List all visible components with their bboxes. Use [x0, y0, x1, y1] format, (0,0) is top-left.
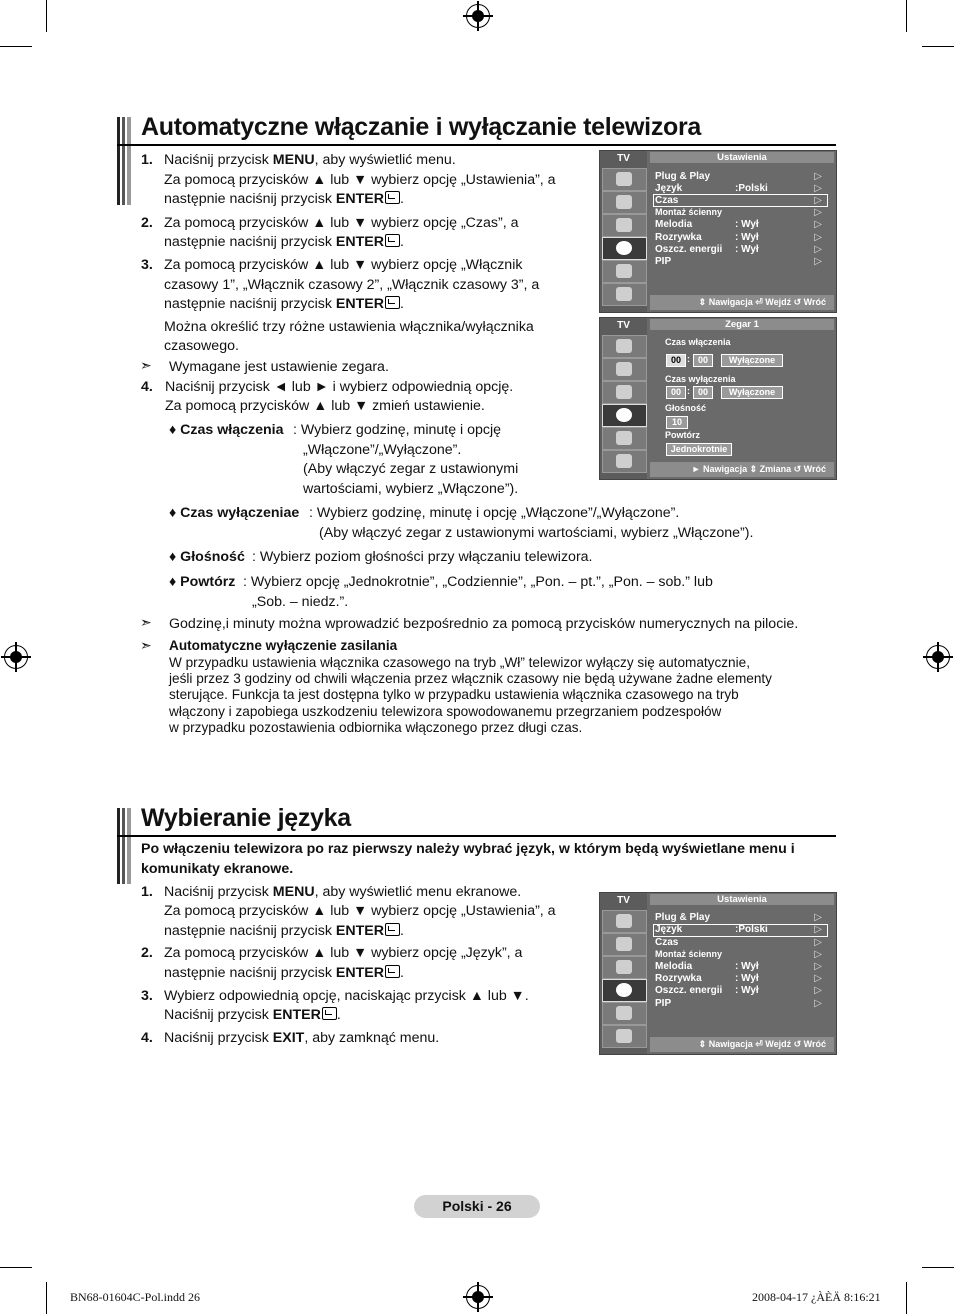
enter-icon — [385, 191, 400, 204]
section-rule — [117, 835, 836, 837]
step-text: Naciśnij przycisk MENU, aby wyświetlić menu ekranowe. — [164, 884, 522, 900]
setup-icon — [602, 979, 647, 1002]
option-text: : Wybierz opcję „Jednokrotnie”, „Codziennie”, „Pon. – pt.”, „Pon. – sob.” lub — [243, 574, 713, 590]
step-number: 2. — [141, 945, 153, 961]
note-text: Wymagane jest ustawienie zegara. — [169, 359, 389, 375]
crop-mark — [906, 0, 907, 32]
sound-icon — [602, 933, 647, 956]
step-text: Naciśnij przycisk EXIT, aby zamknąć menu. — [164, 1030, 440, 1046]
option-text: „Włączone”/„Wyłączone”. — [303, 442, 462, 458]
chevron-right-icon: ▷ — [814, 256, 822, 267]
chevron-right-icon: ▷ — [814, 195, 822, 206]
chevron-right-icon: ▷ — [814, 244, 822, 255]
step-number: 3. — [141, 257, 153, 273]
osd-header: Zegar 1 — [650, 319, 834, 330]
osd-tv-label: TV — [617, 320, 630, 331]
auto-off-text: W przypadku ustawienia włącznika czasowego na tryb „Wł” telewizor wyłączy się automatycznie, — [169, 655, 750, 670]
osd-row: Melodia : Wył — [655, 219, 759, 230]
crop-mark — [906, 1282, 907, 1314]
chevron-right-icon: ▷ — [814, 949, 822, 960]
chevron-right-icon: ▷ — [814, 985, 822, 996]
channel-icon — [602, 214, 647, 237]
step-text: czasowy 1”, „Włącznik czasowy 2”, „Włącznik czasowy 3”, a — [164, 277, 540, 293]
section-rule — [117, 144, 836, 146]
osd-footer: ⇕ Nawigacja ⏎ Wejdź ↺ Wróć — [650, 295, 834, 310]
osd-vol-value: 10 — [666, 416, 688, 429]
picture-icon — [602, 168, 647, 191]
step-number: 4. — [141, 1030, 153, 1046]
input-icon — [602, 1002, 647, 1025]
crop-mark — [922, 1267, 954, 1268]
osd-rep-label: Powtórz — [665, 430, 700, 440]
note-text: Godzinę,i minuty można wprowadzić bezpośrednio za pomocą przycisków numerycznych na pilocie. — [169, 616, 799, 632]
osd-footer: ⇕ Nawigacja ⏎ Wejdź ↺ Wróć — [650, 1037, 834, 1052]
chevron-right-icon: ▷ — [814, 924, 822, 935]
step-note: Można określić trzy różne ustawienia włącznika/wyłącznika — [164, 319, 534, 335]
step-text: Za pomocą przycisków ▲ lub ▼ wybierz opcję „Język”, a — [164, 945, 523, 961]
step-number: 1. — [141, 884, 153, 900]
sound-icon — [602, 191, 647, 214]
channel-icon — [602, 381, 647, 404]
section-title: Wybieranie języka — [141, 804, 351, 832]
step-text: Naciśnij przycisk ENTER . — [164, 1007, 341, 1023]
chevron-right-icon: ▷ — [814, 998, 822, 1009]
osd-row: Czas — [655, 937, 679, 948]
osd-timer-menu — [599, 317, 837, 480]
picture-icon — [602, 335, 647, 358]
step-number: 2. — [141, 215, 153, 231]
step-text: Za pomocą przycisków ▲ lub ▼ zmień ustawienie. — [165, 398, 485, 414]
chevron-right-icon: ▷ — [814, 207, 822, 218]
channel-icon — [602, 956, 647, 979]
osd-off-state: Wyłączone — [721, 386, 783, 399]
step-text: Naciśnij przycisk MENU, aby wyświetlić menu. — [164, 152, 456, 168]
osd-off-minute: 00 — [693, 386, 713, 399]
osd-row: PIP — [655, 998, 672, 1009]
step-text: następnie naciśnij przycisk ENTER . — [164, 191, 404, 207]
auto-off-text: w przypadku pozostawienia odbiornika włączonego przez długi czas. — [169, 720, 583, 735]
osd-row: Czas — [655, 195, 679, 206]
osd-colon: : — [687, 386, 690, 396]
input-icon — [602, 427, 647, 450]
crop-mark — [922, 46, 954, 47]
osd-row: Oszcz. energii : Wył — [655, 244, 759, 255]
step-note: czasowego. — [164, 338, 239, 354]
enter-icon — [385, 965, 400, 978]
step-number: 4. — [141, 379, 153, 395]
digital-icon — [602, 283, 647, 306]
note-arrow-icon: ➣ — [140, 358, 152, 374]
page-number: Polski - 26 — [414, 1195, 540, 1218]
step-text: następnie naciśnij przycisk ENTER . — [164, 965, 404, 981]
osd-row: Montaż ścienny — [655, 949, 723, 959]
crop-mark — [46, 0, 47, 32]
chevron-right-icon: ▷ — [814, 183, 822, 194]
enter-icon — [385, 234, 400, 247]
auto-off-title: Automatyczne wyłączenie zasilania — [169, 638, 398, 653]
chevron-right-icon: ▷ — [814, 973, 822, 984]
osd-footer: ► Nawigacja ⇕ Zmiana ↺ Wróć — [650, 462, 834, 477]
section-marker — [117, 117, 131, 205]
sound-icon — [602, 358, 647, 381]
osd-row: Język :Polski — [655, 924, 768, 935]
enter-icon — [385, 923, 400, 936]
option-text: (Aby włączyć zegar z ustawionymi wartościami, wybierz „Włączone”). — [319, 525, 754, 541]
step-text: Za pomocą przycisków ▲ lub ▼ wybierz opcję „Włącznik — [164, 257, 523, 273]
step-text: Za pomocą przycisków ▲ lub ▼ wybierz opcję „Czas”, a — [164, 215, 519, 231]
registration-mark-icon — [466, 4, 490, 28]
step-text: następnie naciśnij przycisk ENTER . — [164, 234, 404, 250]
enter-icon — [385, 296, 400, 309]
option-label: ♦ Czas wyłączeniae — [169, 505, 300, 521]
osd-on-minute: 00 — [693, 354, 713, 367]
option-text: „Sob. – niedz.”. — [252, 594, 349, 610]
step-text: Wybierz odpowiednią opcję, naciskając przycisk ▲ lub ▼. — [164, 988, 529, 1004]
step-text: Naciśnij przycisk ◄ lub ► i wybierz odpowiednią opcję. — [165, 379, 514, 395]
option-label: ♦ Głośność — [169, 549, 245, 565]
osd-language-menu — [599, 892, 837, 1055]
osd-tv-label: TV — [617, 895, 630, 906]
intro-text: Po włączeniu telewizora po raz pierwszy należy wybrać język, w którym będą wyświetlane menu i — [141, 841, 795, 857]
osd-off-label: Czas wyłączenia — [665, 374, 736, 384]
enter-icon — [322, 1007, 337, 1020]
option-text: wartościami, wybierz „Włączone”). — [303, 481, 519, 497]
section-marker — [117, 808, 131, 884]
setup-icon — [602, 237, 647, 260]
osd-on-hour: 00 — [666, 354, 686, 367]
osd-setup-menu — [599, 150, 837, 313]
osd-vol-label: Głośność — [665, 403, 707, 413]
picture-icon — [602, 910, 647, 933]
option-text: : Wybierz poziom głośności przy włączaniu telewizora. — [252, 549, 593, 565]
option-label: ♦ Czas włączenia — [169, 422, 284, 438]
intro-text: komunikaty ekranowe. — [141, 861, 294, 877]
osd-row: Język :Polski — [655, 183, 768, 194]
osd-on-label: Czas włączenia — [665, 337, 731, 347]
osd-row: Oszcz. energii : Wył — [655, 985, 759, 996]
chevron-right-icon: ▷ — [814, 219, 822, 230]
osd-colon: : — [687, 354, 690, 364]
auto-off-text: sterujące. Funkcja ta jest dostępna tylko w przypadku ustawienia włącznika czasowego na tryb — [169, 687, 739, 702]
setup-icon — [602, 404, 647, 427]
osd-row: Montaż ścienny — [655, 207, 723, 217]
osd-row: Plug & Play — [655, 912, 711, 923]
chevron-right-icon: ▷ — [814, 961, 822, 972]
note-arrow-icon: ➣ — [140, 638, 152, 654]
option-text: : Wybierz godzinę, minutę i opcję „Włączone”/„Wyłączone”. — [309, 505, 680, 521]
digital-icon — [602, 450, 647, 473]
osd-tv-label: TV — [617, 153, 630, 164]
osd-row: Plug & Play — [655, 171, 711, 182]
chevron-right-icon: ▷ — [814, 937, 822, 948]
osd-on-state: Wyłączone — [721, 354, 783, 367]
osd-highlight — [653, 194, 828, 207]
chevron-right-icon: ▷ — [814, 232, 822, 243]
input-icon — [602, 260, 647, 283]
osd-header: Ustawienia — [650, 152, 834, 163]
option-label: ♦ Powtórz — [169, 574, 236, 590]
osd-off-hour: 00 — [666, 386, 686, 399]
crop-mark — [46, 1282, 47, 1314]
digital-icon — [602, 1025, 647, 1048]
osd-row: Rozrywka : Wył — [655, 973, 759, 984]
section-title: Automatyczne włączanie i wyłączanie telewizora — [141, 113, 702, 141]
crop-mark — [0, 46, 32, 47]
chevron-right-icon: ▷ — [814, 912, 822, 923]
print-file-name: BN68-01604C-Pol.indd 26 — [70, 1290, 201, 1304]
step-number: 3. — [141, 988, 153, 1004]
osd-row: Melodia : Wył — [655, 961, 759, 972]
registration-mark-icon — [466, 1285, 490, 1309]
step-text: Za pomocą przycisków ▲ lub ▼ wybierz opcję „Ustawienia”, a — [164, 172, 556, 188]
registration-mark-icon — [926, 645, 950, 669]
note-arrow-icon: ➣ — [140, 615, 152, 631]
option-text: : Wybierz godzinę, minutę i opcję — [293, 422, 502, 438]
osd-row: PIP — [655, 256, 672, 267]
chevron-right-icon: ▷ — [814, 171, 822, 182]
crop-mark — [0, 1267, 32, 1268]
step-text: następnie naciśnij przycisk ENTER . — [164, 923, 404, 939]
option-text: (Aby włączyć zegar z ustawionymi — [303, 461, 519, 477]
step-text: następnie naciśnij przycisk ENTER . — [164, 296, 404, 312]
step-number: 1. — [141, 152, 153, 168]
auto-off-text: włączony i zapobiega uszkodzeniu telewizora spowodowanemu przegrzaniem podzespołów — [169, 704, 722, 719]
print-date: 2008-04-17 ¿ÀÈÄ 8:16:21 — [752, 1290, 881, 1304]
osd-rep-value: Jednokrotnie — [666, 443, 732, 456]
step-text: Za pomocą przycisków ▲ lub ▼ wybierz opcję „Ustawienia”, a — [164, 903, 556, 919]
osd-row: Rozrywka : Wył — [655, 232, 759, 243]
registration-mark-icon — [4, 645, 28, 669]
auto-off-text: jeśli przez 3 godziny od chwili włączenia przez włącznik czasowy nie będą używane żadne elementy — [169, 671, 772, 686]
osd-header: Ustawienia — [650, 894, 834, 905]
